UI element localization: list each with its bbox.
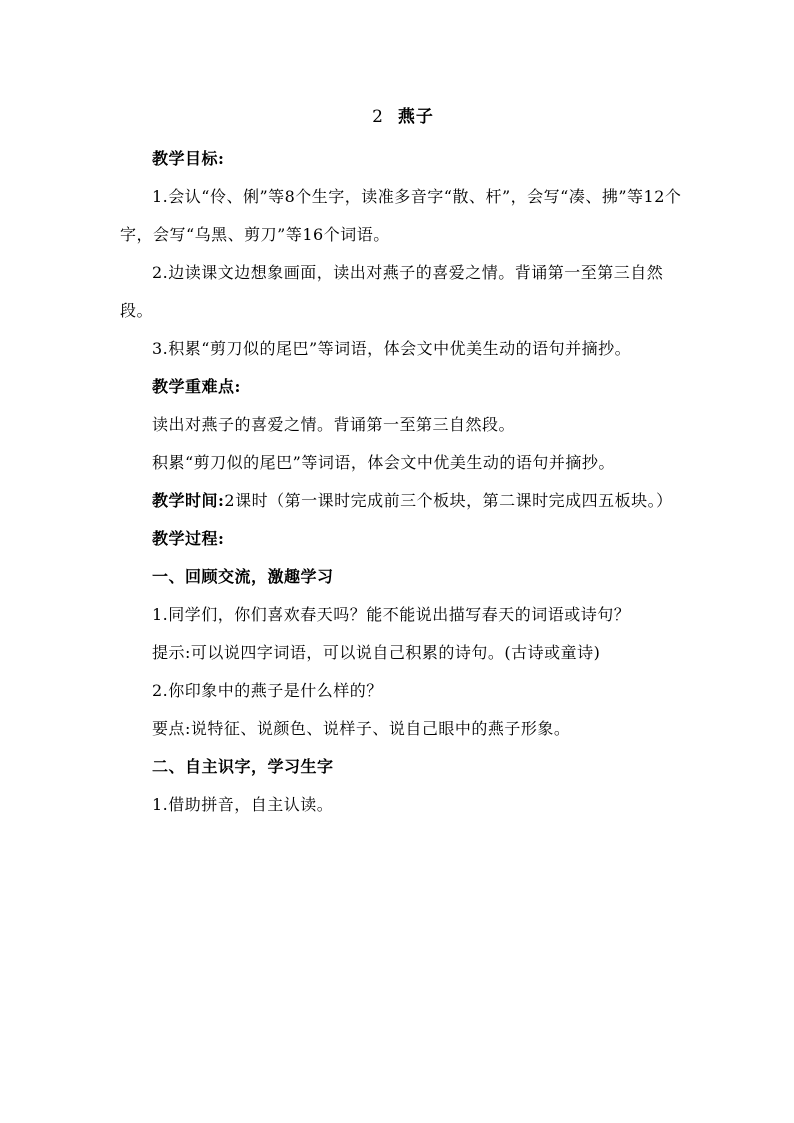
objective-2: 2.边读课文边想象画面，读出对燕子的喜爱之情。背诵第一至第三自然段。 xyxy=(120,263,664,320)
lesson-title xyxy=(120,100,686,134)
objective-1: 1.会认“伶、俐”等8个生字，读准多音字“散、杆”，会写“凑、拂”等12个字，会写“乌黑、剪刀”等16个词语。 xyxy=(120,187,682,244)
objective-3: 3.积累“剪刀似的尾巴”等词语，体会文中优美生动的语句并摘抄。 xyxy=(152,339,632,358)
section-1-question-2: 2.你印象中的燕子是什么样的？ xyxy=(152,681,383,700)
section-1-heading: 一、回顾交流，激趣学习 xyxy=(152,567,334,586)
section-2-question-1: 1.借助拼音，自主认读。 xyxy=(152,795,334,814)
heading-process: 教学过程: xyxy=(152,529,225,548)
section-1-question-1: 1.同学们，你们喜欢春天吗？能不能说出描写春天的词语或诗句？ xyxy=(152,605,631,624)
document-page xyxy=(120,100,686,824)
heading-time: 教学时间: xyxy=(152,491,225,510)
heading-objectives: 教学目标: xyxy=(152,149,225,168)
section-1-points: 要点:说特征、说颜色、说样子、说自己眼中的燕子形象。 xyxy=(152,719,571,738)
key-point-1: 读出对燕子的喜爱之情。背诵第一至第三自然段。 xyxy=(152,415,516,434)
lesson-number: 2 xyxy=(372,107,384,127)
heading-key-points: 教学重难点: xyxy=(152,377,241,396)
teaching-time xyxy=(120,482,686,520)
lesson-title-text: 燕子 xyxy=(397,107,434,127)
section-1-tip: 提示:可以说四字词语，可以说自己积累的诗句。(古诗或童诗) xyxy=(152,643,601,662)
teaching-time-text: 2课时（第一课时完成前三个板块，第二课时完成四五板块。） xyxy=(224,491,673,510)
key-point-2: 积累“剪刀似的尾巴”等词语，体会文中优美生动的语句并摘抄。 xyxy=(152,453,615,472)
section-2-heading: 二、自主识字，学习生字 xyxy=(152,757,334,776)
